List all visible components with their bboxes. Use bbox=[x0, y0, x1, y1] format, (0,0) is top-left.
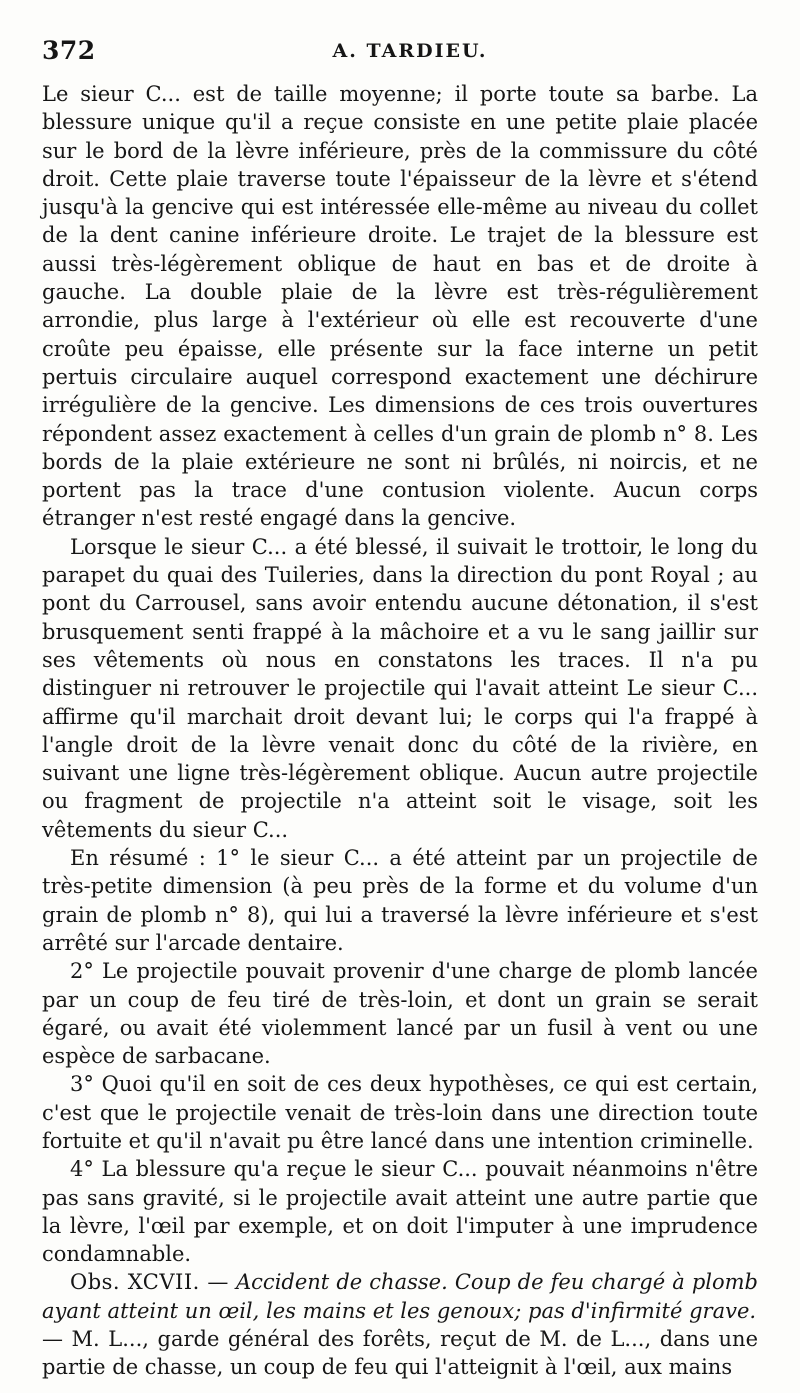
paragraph-summary-4: 4° La blessure qu'a reçue le sieur C... pouvait néanmoins n'être pas sans gravité, si le projectile avait atteint une autre partie que la lèvre, l'œil par exemple, et on doit l'imputer à une imprudence condamnable. bbox=[42, 1157, 758, 1267]
observation-text: — M. L..., garde général des forêts, reçut de M. de L..., dans une partie de chasse, un coup de feu qui l'atteignit à l'œil, aux mains bbox=[42, 1327, 758, 1380]
paragraph-summary-2: 2° Le projectile pouvait provenir d'une charge de plomb lancée par un coup de feu tiré de très-loin, et dont un grain se serait égaré, ou avait été violemment lancé par un fusil à vent ou une espèce de sarbacane. bbox=[42, 959, 758, 1069]
observation-label: Obs. XCVII. — bbox=[70, 1270, 229, 1295]
running-head: A. TARDIEU. bbox=[332, 40, 488, 62]
page-number: 372 bbox=[42, 36, 96, 65]
observation-heading bbox=[42, 1268, 758, 1325]
paragraph-summary-3: 3° Quoi qu'il en soit de ces deux hypothèses, ce qui est certain, c'est que le projectile venait de très-loin dans une direction toute fortuite et qu'il n'avait pu être lancé dans une intention criminelle. bbox=[42, 1072, 758, 1153]
paragraph-summary-1: En résumé : 1° le sieur C... a été atteint par un projectile de très-petite dimension (à peu près de la forme et du volume d'un grain de plomb n° 8), qui lui a traversé la lèvre inférieure et s'est arrêté sur l'arcade dentaire. bbox=[42, 846, 758, 955]
paragraph-description: Le sieur C... est de taille moyenne; il porte toute sa barbe. La blessure unique qu'il a reçue consiste en une petite plaie placée sur le bord de la lèvre inférieure, près de la commissure du côté droit. Cette plaie traverse toute l'épaisseur de la lèvre et s'étend jusqu'à la gencive qui est intéressée elle-même au niveau du collet de la dent canine inférieure droite. Le trajet de la blessure est aussi très-légèrement oblique de haut en bas et de droite à gauche. La double plaie de la lèvre est très-régulièrement arrondie, plus large à l'extérieur où elle est recouverte d'une croûte peu épaisse, elle présente sur la face interne un petit pertuis circulaire auquel correspond exactement une déchirure irrégulière de la gencive. Les dimensions de ces trois ouvertures répondent assez exactement à celles d'un grain de plomb n° 8. Les bords de la plaie extérieure ne sont ni brûlés, ni noircis, et ne portent pas la trace d'une contusion violente. Aucun corps étranger n'est resté engagé dans la gencive. bbox=[42, 82, 758, 531]
observation-title: Accident de chasse. Coup de feu chargé à plomb ayant atteint un œil, les mains et les genoux; pas d'infirmité grave. bbox=[42, 1270, 758, 1323]
page-body bbox=[42, 80, 758, 1382]
page-header bbox=[42, 36, 758, 72]
paragraph-circumstances: Lorsque le sieur C... a été blessé, il suivait le trottoir, le long du parapet du quai des Tuileries, dans la direction du pont Royal ; au pont du Carrousel, sans avoir entendu aucune détonation, il s'est brusquement senti frappé à la mâchoire et a vu le sang jaillir sur ses vêtements où nous en constatons les traces. Il n'a pu distinguer ni retrouver le projectile qui l'avait atteint Le sieur C... affirme qu'il marchait droit devant lui; le corps qui l'a frappé à l'angle droit de la lèvre venait donc du côté de la rivière, en suivant une ligne très-légèrement oblique. Aucun autre projectile ou fragment de projectile n'a atteint soit le visage, soit les vêtements du sieur C... bbox=[42, 534, 758, 842]
